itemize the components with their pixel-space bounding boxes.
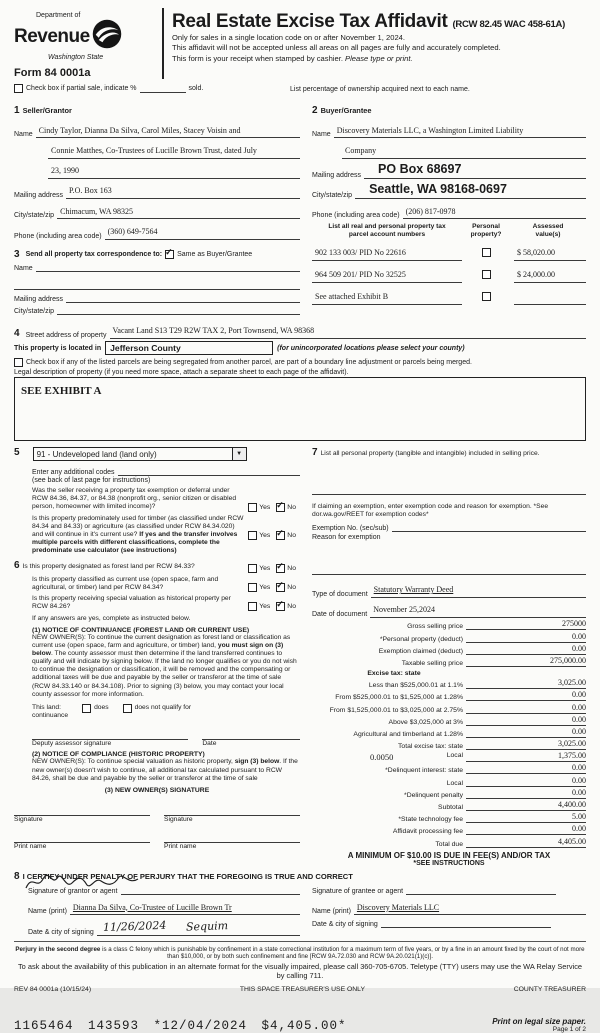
signature-label: Signature <box>14 815 43 823</box>
grantee-signature-label: Signature of grantee or agent <box>312 888 404 896</box>
buyer-phone-field[interactable]: (206) 817-0978 <box>403 202 586 220</box>
tax-amount-field[interactable]: 0.00 <box>466 645 586 655</box>
deputy-date-field[interactable] <box>202 730 300 740</box>
street-address-field[interactable]: Vacant Land S13 T29 R2W TAX 2, Port Townsend, WA 98368 <box>110 321 587 339</box>
does-label: does <box>94 704 109 712</box>
tax-amount-field[interactable]: 0.00 <box>466 633 586 643</box>
tax-amount-field[interactable]: 275,000.00 <box>466 657 586 667</box>
yes-checkbox[interactable] <box>248 503 257 512</box>
form-header <box>14 8 586 79</box>
tax-amount-field[interactable]: 0.00 <box>466 728 586 738</box>
notice-compliance-title: (2) NOTICE OF COMPLIANCE (HISTORIC PROPERTY) <box>32 751 205 759</box>
grantor-date-field[interactable]: 11/26/2024 Sequim <box>97 918 300 936</box>
tax-row-gross: Gross selling price 275000 <box>407 619 586 631</box>
section-8-title: 8 I CERTIFY UNDER PENALTY OF PERJURY THAT THE FOREGOING IS TRUE AND CORRECT <box>14 870 353 882</box>
section-2-header: 2 Buyer/Grantee <box>312 105 372 116</box>
grantee-date-field[interactable] <box>381 918 551 928</box>
grantor-name-label: Name (print) <box>28 908 67 916</box>
yes-no-group: Yes ✓ No <box>248 583 300 592</box>
yes-no-group: Yes ✓ No <box>248 531 300 540</box>
additional-codes-label: Enter any additional codes <box>32 469 115 477</box>
exemption-no-label: Exemption No. (sec/sub) <box>312 525 389 533</box>
located-in-label: This property is located in <box>14 344 102 352</box>
check-icon: ✓ <box>276 579 284 590</box>
page-number: Page 1 of 2 <box>552 1025 586 1033</box>
grantor-date-label: Date & city of signing <box>28 928 94 936</box>
exemption-no-field[interactable] <box>392 522 586 532</box>
yes-no-group: Yes ✓ No <box>248 602 300 611</box>
assessed-value-field[interactable]: $ 24,000.00 <box>514 264 586 283</box>
seller-mailing-field[interactable]: P.O. Box 163 <box>66 181 300 199</box>
section-1-header: 1 Seller/Grantor <box>14 105 72 116</box>
tax-row-tier3: From $1,525,000.01 to $3,025,000 at 2.75% 0.00 <box>329 702 586 714</box>
header-note-1: Only for sales in a single location code on or after November 1, 2024. <box>172 32 406 42</box>
seller-csz-label: City/state/zip <box>14 212 55 220</box>
section-3-header: 3 Send all property tax correspondence to: ✓ Same as Buyer/Grantee <box>14 246 253 260</box>
tax-corr-name-label: Name <box>14 265 33 273</box>
tax-row-tier4: Above $3,025,000 at 3% 0.00 <box>388 714 586 726</box>
buyer-csz-label: City/state/zip <box>312 192 353 200</box>
no-checkbox[interactable] <box>276 579 285 592</box>
new-owner-signature-title: (3) NEW OWNER(S) SIGNATURE <box>104 786 210 794</box>
parcel-row <box>312 286 586 305</box>
q-forest-land: 6 Is this property designated as forest land per RCW 84.33? <box>14 560 195 572</box>
print-name-label: Print name <box>14 843 47 851</box>
tax-row-delinquent-penalty: *Delinquent penalty 0.00 <box>404 787 586 799</box>
tax-corr-blank-field[interactable] <box>14 280 300 290</box>
q-exemption-deferral: Was the seller receiving a property tax exemption or deferral under RCW 84.36, 84.37, or 84.38 (nonprofit org., senior citizen or disabled person, homeowner with limited income)? <box>32 487 237 511</box>
treasurer-space-label: THIS SPACE TREASURER'S USE ONLY <box>239 985 365 993</box>
additional-codes-field[interactable] <box>118 466 301 476</box>
check-icon: ✓ <box>276 499 284 510</box>
yes-checkbox[interactable] <box>248 602 257 611</box>
treasurer-stamp: 1165464 143593 *12/04/2024 $4,405.00* <box>14 1018 347 1033</box>
tax-row-delinquent-interest-local: Local 0.00 <box>446 775 586 787</box>
tax-amount-field[interactable]: 275000 <box>466 620 586 630</box>
segregated-checkbox[interactable] <box>14 358 23 367</box>
grantee-date-label: Date & city of signing <box>312 920 378 928</box>
same-as-buyer-label: Same as Buyer/Grantee <box>177 250 253 258</box>
seller-name-field-3[interactable]: 23, 1990 <box>48 161 300 179</box>
seller-name-label: Name <box>14 131 33 139</box>
yes-checkbox[interactable] <box>248 583 257 592</box>
deputy-assessor-signature-field[interactable] <box>32 730 188 740</box>
county-select[interactable]: Jefferson County <box>105 341 273 355</box>
tax-amount-field[interactable]: 1,375.00 <box>466 752 586 762</box>
tax-row-delinquent-interest-state: *Delinquent interest: state 0.00 <box>385 763 586 775</box>
tax-row-tier1: Less than $525,000.01 at 1.1% 3,025.00 <box>368 678 586 690</box>
grantor-signature-label: Signature of grantor or agent <box>28 888 118 896</box>
if-yes-note: If any answers are yes, complete as instructed below. <box>32 615 191 623</box>
grantee-name-field[interactable]: Discovery Materials LLC <box>354 898 586 916</box>
parcel-number-field[interactable]: See attached Exhibit B <box>312 286 462 305</box>
does-not-checkbox[interactable] <box>123 704 132 713</box>
accessibility-note: To ask about the availability of this publication in an alternate format for the visually impaired, please call 360-705-6705. Teletype (TTY) users may use the WA Relay Service by calling 711. <box>17 962 583 981</box>
grantor-signature-icon <box>24 872 142 897</box>
notice-continuance-text: NEW OWNER(S): To continue the current designation as forest land or classification as current use (open space, farm and agriculture, or timber) land, you must sign on (3) below. The county assessor must then determine if the land transferred continues to qualify and will indicate by signing below. If the land no longer qualifies or you do not wish to continue the designation or classification, it will be removed and the compensating or additional taxes will be due and payable by the seller or transferor at the time of sale (RCW 84.33.140 or 84.34.108). Prior to signing (3) below, you may contact your local county assessor for more information. <box>32 633 297 698</box>
notice-continuance-title: (1) NOTICE OF CONTINUANCE (FOREST LAND OR CURRENT USE) <box>32 626 250 634</box>
tax-amount-field[interactable]: 3,025.00 <box>466 679 586 689</box>
type-of-document-field[interactable]: Statutory Warranty Deed <box>371 580 586 598</box>
date-of-document-label: Date of document <box>312 611 368 619</box>
tax-row-local: 0.0050 Local 1,375.00 <box>312 752 586 762</box>
new-owner-signature-field-1[interactable] <box>14 806 150 816</box>
buyer-phone-label: Phone (including area code) <box>312 212 400 220</box>
legal-description-value: SEE EXHIBIT A <box>21 385 102 398</box>
yes-checkbox[interactable] <box>248 531 257 540</box>
seller-phone-label: Phone (including area code) <box>14 232 102 240</box>
tax-amount-field[interactable]: 0.00 <box>466 789 586 799</box>
tax-row-personal-deduct: *Personal property (deduct) 0.00 <box>379 631 586 643</box>
seller-phone-field[interactable]: (360) 649-7564 <box>105 222 300 240</box>
print-note: Print on legal size paper. <box>492 1016 586 1026</box>
dor-logo-icon <box>92 19 122 54</box>
no-checkbox[interactable] <box>276 560 285 573</box>
minimum-due-note: A MINIMUM OF $10.00 IS DUE IN FEE(S) AND/OR TAX <box>347 850 551 860</box>
agency-state-text: Washington State <box>48 54 104 61</box>
buyer-name-label: Name <box>312 131 331 139</box>
no-checkbox[interactable] <box>276 527 285 540</box>
segregated-label: Check box if any of the listed parcels are being segregated from another parcel, are part of a boundary line adjustment or parcels being merged. <box>26 358 472 366</box>
perjury-statement: Perjury in the second degree is a class C felony which is punishable by confinement in a state correctional institution for a maximum term of five years, or by a fine in an amount fixed by the court of not more than $10,000, or by both such confinement and fine [RCW 9A.72.030 and RCW 9A.20.021(1)(c)]. <box>15 945 585 961</box>
form-title: Real Estate Excise Tax Affidavit (RCW 82.45 WAC 458-61A) <box>172 11 565 32</box>
grantor-signature-field[interactable] <box>121 885 300 895</box>
notice-compliance-text: NEW OWNER(S): To continue special valuation as historic property, sign (3) below. If the new owner(s) doesn't wish to continue, all additional tax calculated pursuant to RCW 84.26, shall be due and payable by the seller or transferor at the time of sale <box>32 758 298 782</box>
excise-tax-state-heading: Excise tax: state <box>367 669 421 677</box>
check-icon: ✓ <box>276 599 284 610</box>
section-4-number: 4 <box>14 328 20 340</box>
tax-row-agricultural: Agricultural and timberland at 1.28% 0.00 <box>353 726 586 738</box>
parcel-number-field[interactable]: 964 509 201/ PID No 32525 <box>312 264 462 283</box>
this-land-label: This land: continuance <box>32 703 69 720</box>
grantee-signature-field[interactable] <box>406 885 556 895</box>
assessed-value-field[interactable]: $ 58,020.00 <box>514 242 586 261</box>
agency-dept-text: Department of <box>36 12 81 19</box>
tax-row-processing-fee: Affidavit processing fee 0.00 <box>392 824 586 836</box>
print-name-label: Print name <box>164 843 197 851</box>
signature-label: Signature <box>164 815 193 823</box>
yes-no-group: Yes ✓ No <box>248 503 300 512</box>
parcel-row <box>312 242 586 261</box>
reason-exemption-label: Reason for exemption <box>312 534 381 542</box>
reason-exemption-field[interactable] <box>312 565 586 575</box>
date-of-document-field[interactable]: November 25,2024 <box>370 600 586 618</box>
same-as-buyer-checkbox[interactable] <box>165 246 174 259</box>
partial-sale-sold-label: sold. <box>188 85 204 92</box>
agency-logo-block <box>14 8 154 79</box>
tax-row-tier2: From $525,000.01 to $1,525,000 at 1.28% 0.00 <box>335 690 586 702</box>
parcel-number-field[interactable]: 902 133 003/ PID No 22616 <box>312 242 462 261</box>
partial-sale-label: Check box if partial sale, indicate % <box>26 85 137 92</box>
legal-description-box[interactable] <box>14 377 586 441</box>
type-of-document-label: Type of document <box>312 590 368 598</box>
partial-sale-checkbox[interactable] <box>14 84 23 93</box>
tax-row-total-state: Total excise tax: state 3,025.00 <box>398 739 586 751</box>
tax-amount-field[interactable]: 5.00 <box>466 813 586 823</box>
check-icon: ✓ <box>165 246 173 257</box>
tax-amount-field[interactable]: 0.00 <box>466 825 586 835</box>
local-rate-value: 0.0050 <box>370 752 394 763</box>
personal-property-checkbox[interactable] <box>482 270 491 279</box>
partial-sale-percent-field[interactable] <box>140 84 186 93</box>
does-checkbox[interactable] <box>82 704 91 713</box>
tax-row-taxable-price: Taxable selling price 275,000.00 <box>401 655 586 667</box>
street-address-label: Street address of property <box>25 332 107 340</box>
yes-checkbox[interactable] <box>248 564 257 573</box>
tax-amount-field[interactable]: 4,400.00 <box>466 801 586 811</box>
section-5-number: 5 <box>14 447 20 459</box>
check-icon: ✓ <box>276 527 284 538</box>
deputy-assessor-label: Deputy assessor signature <box>32 740 112 748</box>
tax-corr-mailing-field[interactable] <box>66 293 300 303</box>
header-note-3: This form is your receipt when stamped by cashier. Please type or print. <box>172 53 413 63</box>
deputy-date-label: Date <box>202 740 217 748</box>
use-code-value: 91 - Undeveloped land (land only) <box>36 449 157 459</box>
seller-name-field[interactable]: Cindy Taylor, Dianna Da Silva, Carol Miles, Stacey Voisin and <box>36 121 300 139</box>
buyer-mailing-label: Mailing address <box>312 171 362 179</box>
dropdown-arrow-icon[interactable]: ▼ <box>232 448 246 460</box>
agency-name: Revenue <box>14 25 90 47</box>
legal-description-label: Legal description of property (if you need more space, attach a separate sheet to each page of the affidavit). <box>14 369 349 377</box>
tax-row-exemption-deduct: Exemption claimed (deduct) 0.00 <box>378 643 586 655</box>
parcel-row <box>312 264 586 283</box>
tax-corr-mailing-label: Mailing address <box>14 295 64 303</box>
tax-row-subtotal: Subtotal 4,400.00 <box>438 800 586 812</box>
tax-amount-field[interactable]: 4,405.00 <box>466 838 586 848</box>
tax-corr-name-field[interactable] <box>36 262 300 272</box>
tax-row-technology-fee: *State technology fee 5.00 <box>398 812 586 824</box>
no-checkbox[interactable] <box>276 499 285 512</box>
use-code-dropdown[interactable] <box>33 447 247 461</box>
personal-property-list-field[interactable] <box>312 485 586 495</box>
q-historic-property: Is this property receiving special valuation as historical property per RCW 84.26? <box>32 594 231 611</box>
does-not-label: does not qualify for <box>134 704 192 712</box>
yes-no-group: Yes ✓ No <box>248 564 300 573</box>
seller-name-field-2[interactable]: Connie Matthes, Co-Trustees of Lucille Brown Trust, dated July <box>48 141 300 159</box>
tax-row-total-due: Total due 4,405.00 <box>435 836 586 848</box>
tax-amount-field[interactable]: 3,025.00 <box>466 740 586 750</box>
tax-amount-field[interactable]: 0.00 <box>466 777 586 787</box>
tax-amount-field[interactable]: 0.00 <box>466 704 586 714</box>
county-treasurer-label: COUNTY TREASURER <box>513 985 586 993</box>
county-note: (for unincorporated locations please select your county) <box>277 344 465 352</box>
assessed-value-field[interactable] <box>514 286 586 305</box>
grantee-name-label: Name (print) <box>312 908 351 916</box>
buyer-csz-field[interactable]: Seattle, WA 98168-0697 <box>355 181 586 199</box>
header-note-2: This affidavit will not be accepted unless all areas on all pages are fully and accurately completed. <box>172 43 501 52</box>
exemption-note: If claiming an exemption, enter exemption code and reason for exemption. *See dor.wa.gov/REET for exemption codes* <box>312 503 549 519</box>
q-timber-agriculture: Is this property predominately used for timber (as classified under RCW 84.34 and 84.33) or agriculture (as classified under RCW 84.34.020) and will continue in it's current use? If yes and the transfer involves multiple parcels with different classifications, complete the predominate use calculator (see instructions) <box>32 514 244 555</box>
q-current-use: Is this property classified as current use (open space, farm and agricultural, or timber) land per RCW 84.34? <box>32 575 219 591</box>
ownership-percent-note: List percentage of ownership acquired next to each name. <box>290 86 470 93</box>
parcel-table-header: List all real and personal property tax parcel account numbers Personal property? Assessed value(s) <box>328 223 564 239</box>
tax-corr-csz-field[interactable] <box>57 305 300 315</box>
new-owner-print-name-field-1[interactable] <box>14 833 150 843</box>
grantor-name-field[interactable]: Dianna Da Silva, Co-Trustee of Lucille Brown Tr <box>70 898 300 916</box>
buyer-mailing-field[interactable]: PO Box 68697 <box>364 161 586 179</box>
check-icon: ✓ <box>276 560 284 571</box>
see-instructions-note: *SEE INSTRUCTIONS <box>413 859 485 867</box>
tax-amount-field[interactable]: 0.00 <box>466 764 586 774</box>
personal-property-checkbox[interactable] <box>482 248 491 257</box>
header-divider <box>162 8 164 79</box>
buyer-name-field-2[interactable]: Company <box>342 141 586 159</box>
section-7-intro: 7 List all personal property (tangible and intangible) included in selling price. <box>312 447 540 459</box>
no-checkbox[interactable] <box>276 599 285 611</box>
new-owner-print-name-field-2[interactable] <box>164 833 300 843</box>
form-revision: REV 84 0001a (10/15/24) <box>14 985 92 993</box>
new-owner-signature-field-2[interactable] <box>164 806 300 816</box>
buyer-name-field[interactable]: Discovery Materials LLC, a Washington Limited Liability <box>334 121 586 139</box>
seller-csz-field[interactable]: Chimacum, WA 98325 <box>57 202 300 220</box>
tax-amount-field[interactable]: 0.00 <box>466 716 586 726</box>
tax-corr-csz-label: City/state/zip <box>14 308 55 316</box>
form-rcw-ref: (RCW 82.45 WAC 458-61A) <box>452 19 565 30</box>
see-back-note: (see back of last page for instructions) <box>32 477 151 485</box>
seller-mailing-label: Mailing address <box>14 192 64 200</box>
tax-amount-field[interactable]: 0.00 <box>466 691 586 701</box>
personal-property-checkbox[interactable] <box>482 292 491 301</box>
form-number: Form 84 0001a <box>14 67 91 79</box>
